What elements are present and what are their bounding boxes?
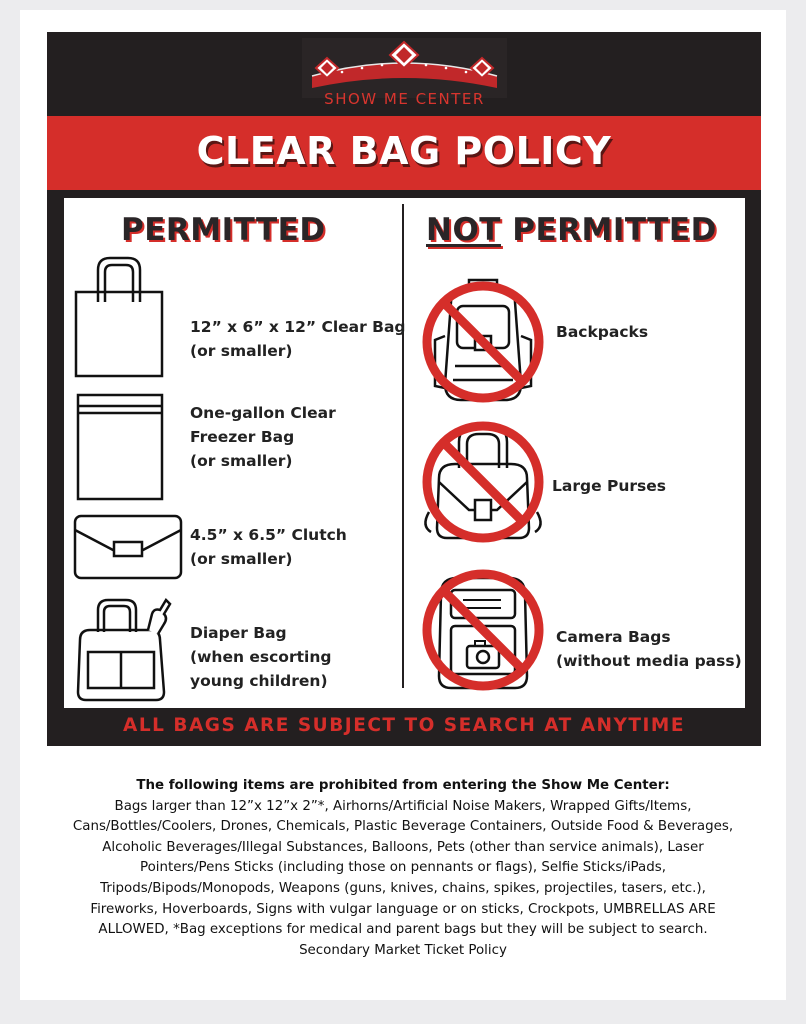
clutch-label [190,523,347,571]
not-word: NOT [426,212,501,248]
notice-line: Alcoholic Beverages/Illegal Substances, Balloons, Pets (other than service animals), Laser [102,839,704,855]
notice-line: Bags larger than 12”x 12”x 2”*, Airhorns/Artificial Noise Makers, Wrapped Gifts/Items, [114,798,692,814]
label-line: Large Purses [552,477,666,495]
diaper-bag-icon [74,594,174,706]
tote-bag-icon [72,256,166,380]
large-purses-label [552,474,666,498]
backpack-prohibited-icon [417,276,549,408]
show-me-center-logo [302,38,507,112]
label-line: Diaper Bag [190,624,287,642]
label-line: young children) [190,672,328,690]
permitted-word: PERMITTED [500,212,717,248]
label-line: Freezer Bag [190,428,295,446]
column-divider [402,204,404,688]
secondary-market-link[interactable]: Secondary Market Ticket Policy [299,942,507,958]
label-line: (or smaller) [190,452,293,470]
camera-bags-label [556,625,742,673]
label-line: One-gallon Clear [190,404,336,422]
freezer-bag-label [190,401,336,473]
policy-sheet [20,10,786,1000]
diaper-bag-label [190,621,331,693]
page-title: CLEAR BAG POLICY [196,129,612,173]
search-notice: ALL BAGS ARE SUBJECT TO SEARCH AT ANYTIME [123,715,685,736]
notice-line: ALLOWED, *Bag exceptions for medical and parent bags but they will be subject to search. [98,922,708,938]
label-line: Camera Bags [556,628,671,646]
notice-heading: The following items are prohibited from entering the Show Me Center: [136,778,670,793]
clutch-icon [73,514,183,580]
label-line: (or smaller) [190,342,293,360]
label-line: 12” x 6” x 12” Clear Bag [190,318,406,336]
clear-bag-label [190,315,406,363]
notice-line: Fireworks, Hoverboards, Signs with vulgar language or on sticks, Crockpots, UMBRELLAS ARE [90,901,716,917]
label-line: (or smaller) [190,550,293,568]
not-permitted-heading [426,212,717,248]
label-line: (without media pass) [556,652,742,670]
notice-line: Pointers/Pens Sticks (including those on pennants or flags), Selfie Sticks/iPads, [140,860,666,876]
notice-line: Tripods/Bipods/Monopods, Weapons (guns, knives, chains, spikes, projectiles, tasers, etc.), [100,880,706,896]
policy-panel [64,198,745,708]
permitted-heading: PERMITTED [121,212,326,248]
notice-line: Cans/Bottles/Coolers, Drones, Chemicals, Plastic Beverage Containers, Outside Food & Beverages, [72,819,734,835]
logo-building-icon [302,38,507,98]
logo-text: SHOW ME CENTER [324,90,485,108]
purse-prohibited-icon [417,416,549,548]
prohibited-items-notice [50,776,756,961]
clear-bag-poster [47,32,761,746]
camera-bag-prohibited-icon [417,564,549,696]
label-line: Backpacks [556,323,649,341]
freezer-bag-icon [76,393,164,501]
label-line: (when escorting [190,648,332,666]
title-band [47,116,761,190]
label-line: 4.5” x 6.5” Clutch [190,526,347,544]
backpacks-label [556,320,648,344]
